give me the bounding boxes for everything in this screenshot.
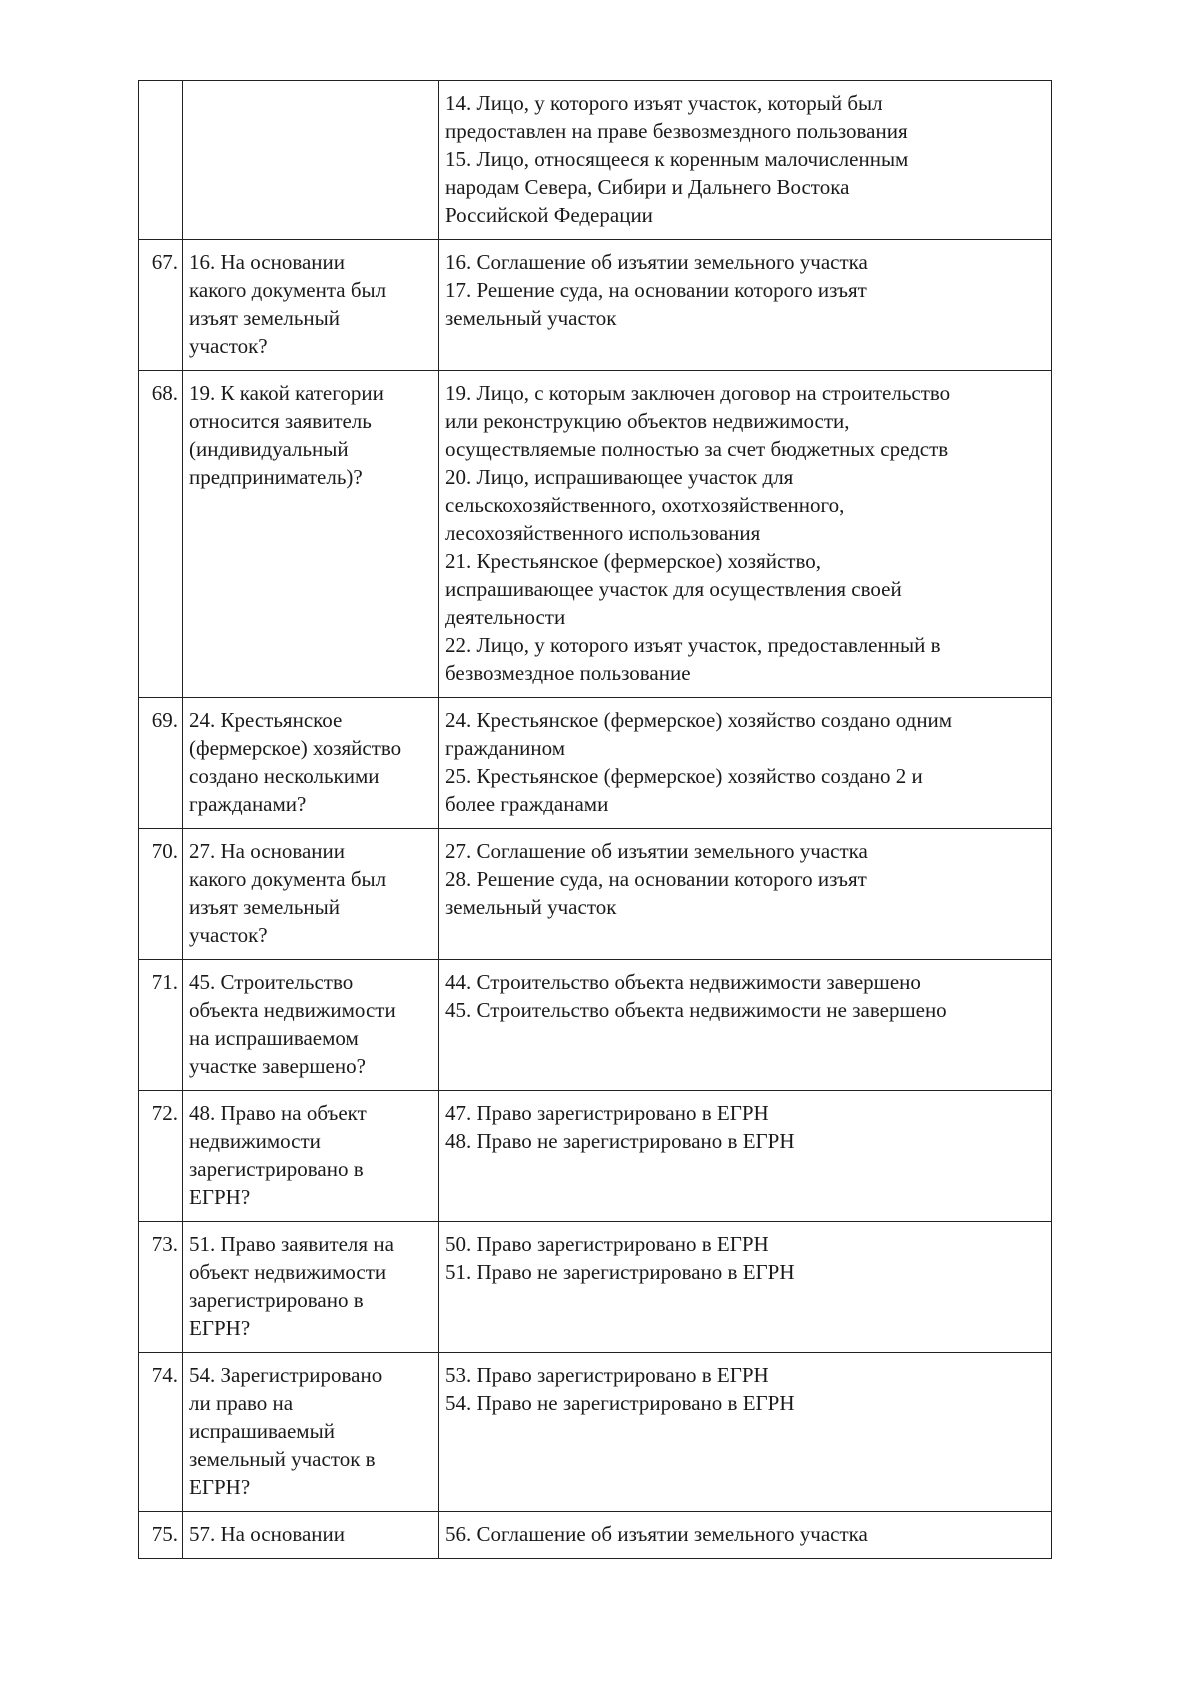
question-line: гражданами? xyxy=(189,792,307,816)
row-number: 73. xyxy=(139,1222,183,1353)
answer-line: предоставлен на праве безвозмездного пользования xyxy=(445,119,908,143)
answer-line: 22. Лицо, у которого изъят участок, предоставленный в xyxy=(445,633,941,657)
answer-line: 25. Крестьянское (фермерское) хозяйство создано 2 и xyxy=(445,764,923,788)
answer-line: 45. Строительство объекта недвижимости не завершено xyxy=(445,998,947,1022)
answer-line: 28. Решение суда, на основании которого изъят xyxy=(445,867,867,891)
answer-line: земельный участок xyxy=(445,306,617,330)
table-row xyxy=(139,1091,1052,1222)
question-line: ЕГРН? xyxy=(189,1316,251,1340)
question-cell xyxy=(183,371,439,698)
question-cell xyxy=(183,1512,439,1559)
answers-cell xyxy=(439,698,1052,829)
question-line: 27. На основании xyxy=(189,839,345,863)
question-line: объект недвижимости xyxy=(189,1260,387,1284)
answer-line: 19. Лицо, с которым заключен договор на строительство xyxy=(445,381,951,405)
table-row xyxy=(139,1512,1052,1559)
answer-line: 24. Крестьянское (фермерское) хозяйство создано одним xyxy=(445,708,953,732)
table-row xyxy=(139,1353,1052,1512)
answer-line: 47. Право зарегистрировано в ЕГРН xyxy=(445,1101,769,1125)
question-line: относится заявитель xyxy=(189,409,372,433)
question-cell xyxy=(183,1222,439,1353)
question-line: 51. Право заявителя на xyxy=(189,1232,394,1256)
question-cell xyxy=(183,1091,439,1222)
question-line: предприниматель)? xyxy=(189,465,363,489)
question-line: испрашиваемый xyxy=(189,1419,335,1443)
row-number: 75. xyxy=(139,1512,183,1559)
answers-cell xyxy=(439,371,1052,698)
answer-line: безвозмездное пользование xyxy=(445,661,691,685)
answer-line: осуществляемые полностью за счет бюджетных средств xyxy=(445,437,949,461)
question-line: участке завершено? xyxy=(189,1054,366,1078)
answers-cell xyxy=(439,240,1052,371)
answer-line: 20. Лицо, испрашивающее участок для xyxy=(445,465,794,489)
question-cell xyxy=(183,960,439,1091)
row-number: 71. xyxy=(139,960,183,1091)
table-row xyxy=(139,960,1052,1091)
question-line: 57. На основании xyxy=(189,1522,345,1546)
answer-line: 48. Право не зарегистрировано в ЕГРН xyxy=(445,1129,795,1153)
table-row xyxy=(139,698,1052,829)
question-line: создано несколькими xyxy=(189,764,380,788)
question-line: 54. Зарегистрировано xyxy=(189,1363,383,1387)
row-number: 70. xyxy=(139,829,183,960)
answer-line: 27. Соглашение об изъятии земельного участка xyxy=(445,839,868,863)
question-line: изъят земельный xyxy=(189,306,340,330)
answer-line: 21. Крестьянское (фермерское) хозяйство, xyxy=(445,549,822,573)
answer-line: или реконструкцию объектов недвижимости, xyxy=(445,409,850,433)
answer-line: 56. Соглашение об изъятии земельного участка xyxy=(445,1522,868,1546)
answers-cell xyxy=(439,1222,1052,1353)
row-number xyxy=(139,81,183,240)
answer-line: 44. Строительство объекта недвижимости завершено xyxy=(445,970,921,994)
question-line: участок? xyxy=(189,334,268,358)
question-line: ЕГРН? xyxy=(189,1185,251,1209)
row-number: 67. xyxy=(139,240,183,371)
question-line: (фермерское) хозяйство xyxy=(189,736,402,760)
question-line: 45. Строительство xyxy=(189,970,354,994)
answers-cell xyxy=(439,829,1052,960)
question-line: 19. К какой категории xyxy=(189,381,384,405)
table-row xyxy=(139,1222,1052,1353)
answer-line: гражданином xyxy=(445,736,566,760)
question-line: ли право на xyxy=(189,1391,294,1415)
question-line: изъят земельный xyxy=(189,895,340,919)
table-row xyxy=(139,81,1052,240)
question-line: зарегистрировано в xyxy=(189,1157,364,1181)
question-line: (индивидуальный xyxy=(189,437,349,461)
answers-cell xyxy=(439,960,1052,1091)
answer-line: 53. Право зарегистрировано в ЕГРН xyxy=(445,1363,769,1387)
answer-line: лесохозяйственного использования xyxy=(445,521,761,545)
answer-line: 16. Соглашение об изъятии земельного участка xyxy=(445,250,868,274)
answers-cell xyxy=(439,1512,1052,1559)
answer-line: сельскохозяйственного, охотхозяйственного, xyxy=(445,493,845,517)
answer-line: более гражданами xyxy=(445,792,609,816)
question-line: 48. Право на объект xyxy=(189,1101,367,1125)
answers-cell xyxy=(439,1353,1052,1512)
question-line: участок? xyxy=(189,923,268,947)
question-line: ЕГРН? xyxy=(189,1475,251,1499)
question-cell xyxy=(183,1353,439,1512)
answer-line: 54. Право не зарегистрировано в ЕГРН xyxy=(445,1391,795,1415)
answer-line: 14. Лицо, у которого изъят участок, который был xyxy=(445,91,883,115)
question-line: зарегистрировано в xyxy=(189,1288,364,1312)
answer-line: 51. Право не зарегистрировано в ЕГРН xyxy=(445,1260,795,1284)
question-line: 16. На основании xyxy=(189,250,345,274)
question-line: какого документа был xyxy=(189,278,387,302)
question-cell xyxy=(183,829,439,960)
table-row xyxy=(139,240,1052,371)
answer-line: деятельности xyxy=(445,605,566,629)
row-number: 72. xyxy=(139,1091,183,1222)
question-cell xyxy=(183,240,439,371)
answers-cell xyxy=(439,81,1052,240)
answer-line: народам Севера, Сибири и Дальнего Востока xyxy=(445,175,850,199)
question-line: объекта недвижимости xyxy=(189,998,396,1022)
question-cell xyxy=(183,698,439,829)
answer-line: 15. Лицо, относящееся к коренным малочисленным xyxy=(445,147,909,171)
row-number: 69. xyxy=(139,698,183,829)
question-cell xyxy=(183,81,439,240)
table-body xyxy=(139,81,1052,1559)
table-row xyxy=(139,829,1052,960)
row-number: 74. xyxy=(139,1353,183,1512)
table-row xyxy=(139,371,1052,698)
answer-line: 50. Право зарегистрировано в ЕГРН xyxy=(445,1232,769,1256)
question-line: земельный участок в xyxy=(189,1447,376,1471)
answer-line: 17. Решение суда, на основании которого изъят xyxy=(445,278,867,302)
row-number: 68. xyxy=(139,371,183,698)
document-table xyxy=(138,80,1052,1559)
question-line: недвижимости xyxy=(189,1129,321,1153)
answer-line: земельный участок xyxy=(445,895,617,919)
question-line: на испрашиваемом xyxy=(189,1026,359,1050)
question-line: какого документа был xyxy=(189,867,387,891)
question-line: 24. Крестьянское xyxy=(189,708,343,732)
answers-cell xyxy=(439,1091,1052,1222)
answer-line: Российской Федерации xyxy=(445,203,653,227)
answer-line: испрашивающее участок для осуществления своей xyxy=(445,577,902,601)
